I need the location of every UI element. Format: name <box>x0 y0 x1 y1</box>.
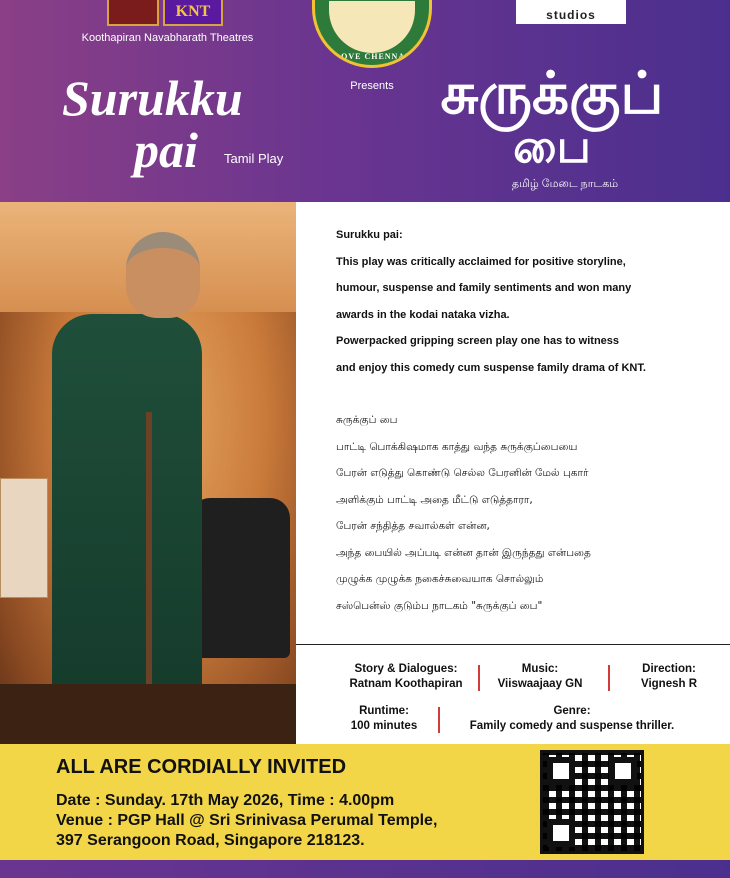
desc-en-line: This play was critically acclaimed for positive storyline, <box>336 255 626 268</box>
credit-music <box>486 662 594 692</box>
event-address: 397 Serangoon Road, Singapore 218123. <box>56 832 365 849</box>
footer-strip <box>0 860 730 878</box>
desc-spacer <box>336 381 730 407</box>
love-chennai-emblem-icon <box>329 1 415 53</box>
desc-en-line: Surukku pai: <box>336 229 403 241</box>
knt-logo <box>107 0 225 26</box>
credit-direction <box>614 662 724 692</box>
actor-head <box>126 232 200 318</box>
desc-ta-line: பாட்டி பொக்கிஷமாக காத்து வந்த சுருக்குப்பையை <box>336 440 578 453</box>
credit-divider <box>608 665 610 691</box>
credit-genre <box>446 704 698 734</box>
poster-header <box>0 0 730 202</box>
desc-en-line: and enjoy this comedy cum suspense family drama of KNT. <box>336 361 646 374</box>
credit-runtime-label: Runtime: <box>359 705 409 717</box>
qr-finder-icon <box>547 757 575 785</box>
desc-ta-line: சுருக்குப் பை <box>336 414 398 426</box>
actor-saree <box>52 314 202 714</box>
tamil-play-label: Tamil Play <box>224 151 284 166</box>
credit-story <box>336 662 476 692</box>
credit-runtime <box>336 704 432 734</box>
presents-label: Presents <box>350 80 394 92</box>
mojo-studios-logo: studios <box>516 0 626 24</box>
event-date: Date : Sunday. 17th May 2026, Time : 4.00pm <box>56 792 395 809</box>
qr-code-icon[interactable] <box>540 750 644 854</box>
tamil-title-line2: பை <box>513 119 591 173</box>
credit-divider <box>438 707 440 733</box>
credit-direction-value: Vignesh R <box>640 678 698 690</box>
desc-ta-line: அந்த பையில் அப்படி என்ன தான் இருந்தது என்பதை <box>336 546 591 559</box>
credit-runtime-value: 100 minutes <box>350 720 418 732</box>
stage-photo <box>0 202 296 744</box>
credit-genre-value: Family comedy and suspense thriller. <box>469 720 675 732</box>
desc-ta-line: சஸ்பென்ஸ் குடும்ப நாடகம் "சுருக்குப் பை" <box>336 599 543 612</box>
love-chennai-logo <box>312 0 432 68</box>
desc-en-line: Powerpacked gripping screen play one has to witness <box>336 335 620 347</box>
credit-story-value: Ratnam Koothapiran <box>349 678 463 690</box>
english-title-line2: pai <box>134 122 198 178</box>
desc-ta-line: அளிக்கும் பாட்டி அதை மீட்டு எடுத்தாரா, <box>336 493 533 506</box>
credits-panel <box>296 644 730 744</box>
desc-en-line: awards in the kodai nataka vizha. <box>336 308 510 321</box>
credit-story-label: Story & Dialogues: <box>354 663 458 675</box>
desc-ta-line: பேரன் சந்தித்த சவால்கள் என்ன, <box>336 520 490 532</box>
presenter-name: Koothapiran Navabharath Theatres <box>81 32 254 44</box>
knt-emblem-icon <box>107 0 159 26</box>
invitation-banner <box>0 744 730 860</box>
desc-ta-line: பேரன் எடுத்து கொண்டு செல்ல பேரனின் மேல் புகார் <box>336 467 589 479</box>
invite-title: ALL ARE CORDIALLY INVITED <box>56 756 347 778</box>
knt-logo-text: KNT <box>163 0 223 26</box>
credit-divider <box>478 665 480 691</box>
tamil-title <box>436 59 668 173</box>
tamil-subtitle: தமிழ் மேடை நாடகம் <box>511 178 619 190</box>
qr-finder-icon <box>609 757 637 785</box>
qr-finder-icon <box>547 819 575 847</box>
credit-genre-label: Genre: <box>553 705 591 717</box>
tamil-title-line1: சுருக்குப் <box>440 59 664 127</box>
credit-music-label: Music: <box>521 663 559 675</box>
english-title <box>62 72 243 176</box>
desc-en-line: humour, suspense and family sentiments and won many <box>336 282 632 294</box>
desc-ta-line: முழுக்க முழுக்க நகைச்சுவையாக சொல்லும் <box>336 573 544 585</box>
love-chennai-text: LOVE CHENNAI <box>334 52 410 61</box>
credit-direction-label: Direction: <box>642 663 696 675</box>
english-title-line1: Surukku <box>62 70 243 126</box>
event-venue: Venue : PGP Hall @ Sri Srinivasa Perumal Temple, <box>56 812 438 829</box>
photo-floor <box>0 684 296 744</box>
play-description <box>296 202 730 644</box>
credit-music-value: Viiswaajaay GN <box>497 678 583 690</box>
actor-figure <box>40 232 210 722</box>
